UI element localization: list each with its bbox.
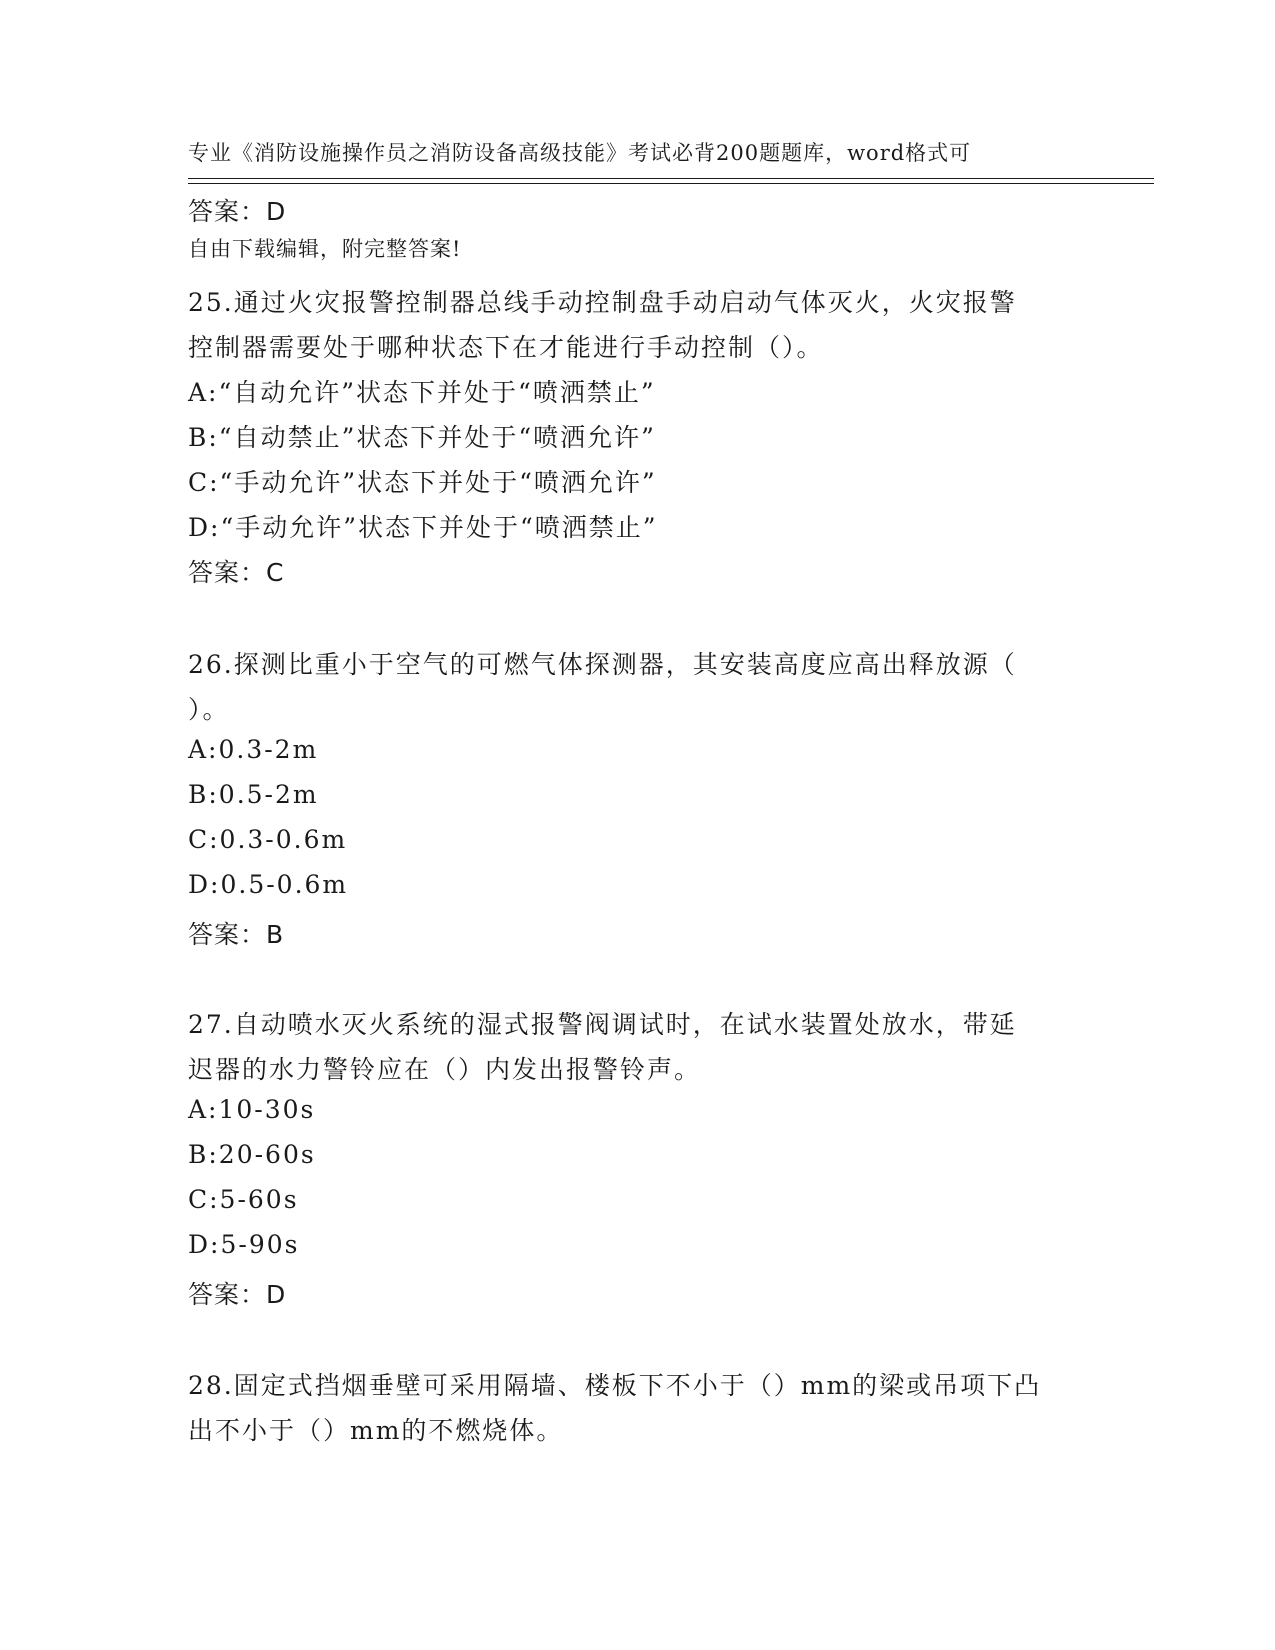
option-line: B:20-60s (188, 1140, 316, 1169)
option-line: A:“自动允许”状态下并处于“喷洒禁止” (188, 378, 656, 407)
question-stem-line: 出不小于（）mm的不燃烧体。 (188, 1416, 564, 1445)
header-divider-bottom (188, 183, 1154, 184)
option-line: C:5-60s (188, 1185, 299, 1214)
question-stem-line: 迟器的水力警铃应在（）内发出报警铃声。 (188, 1055, 702, 1084)
answer-line: 答案：B (188, 920, 285, 949)
option-line: D:“手动允许”状态下并处于“喷洒禁止” (188, 513, 658, 542)
header-divider-top (188, 178, 1154, 179)
header-line-1: 专业《消防设施操作员之消防设备高级技能》考试必背200题题库，word格式可 (188, 141, 972, 165)
option-line: A:10-30s (188, 1095, 316, 1124)
answer-line: 答案：C (188, 558, 285, 587)
question-stem-line: ）。 (188, 695, 230, 724)
question-stem-line: 28.固定式挡烟垂壁可采用隔墙、楼板下不小于（）mm的梁或吊项下凸 (188, 1371, 1042, 1400)
question-stem-line: 26.探测比重小于空气的可燃气体探测器，其安装高度应高出释放源（ (188, 650, 1017, 679)
question-stem-line: 27.自动喷水灭火系统的湿式报警阀调试时，在试水装置处放水，带延 (188, 1010, 1017, 1039)
option-line: C:0.3-0.6m (188, 825, 348, 854)
option-line: B:0.5-2m (188, 780, 319, 809)
answer-line: 答案：D (188, 197, 287, 226)
option-line: A:0.3-2m (188, 735, 319, 764)
option-line: D:5-90s (188, 1230, 300, 1259)
option-line: B:“自动禁止”状态下并处于“喷洒允许” (188, 423, 656, 452)
question-stem-line: 25.通过火灾报警控制器总线手动控制盘手动启动气体灭火，火灾报警 (188, 288, 1017, 317)
answer-line: 答案：D (188, 1280, 287, 1309)
option-line: C:“手动允许”状态下并处于“喷洒允许” (188, 468, 657, 497)
option-line: D:0.5-0.6m (188, 870, 349, 899)
header-line-2: 自由下载编辑，附完整答案! (188, 237, 462, 261)
question-stem-line: 控制器需要处于哪种状态下在才能进行手动控制（）。 (188, 333, 824, 362)
